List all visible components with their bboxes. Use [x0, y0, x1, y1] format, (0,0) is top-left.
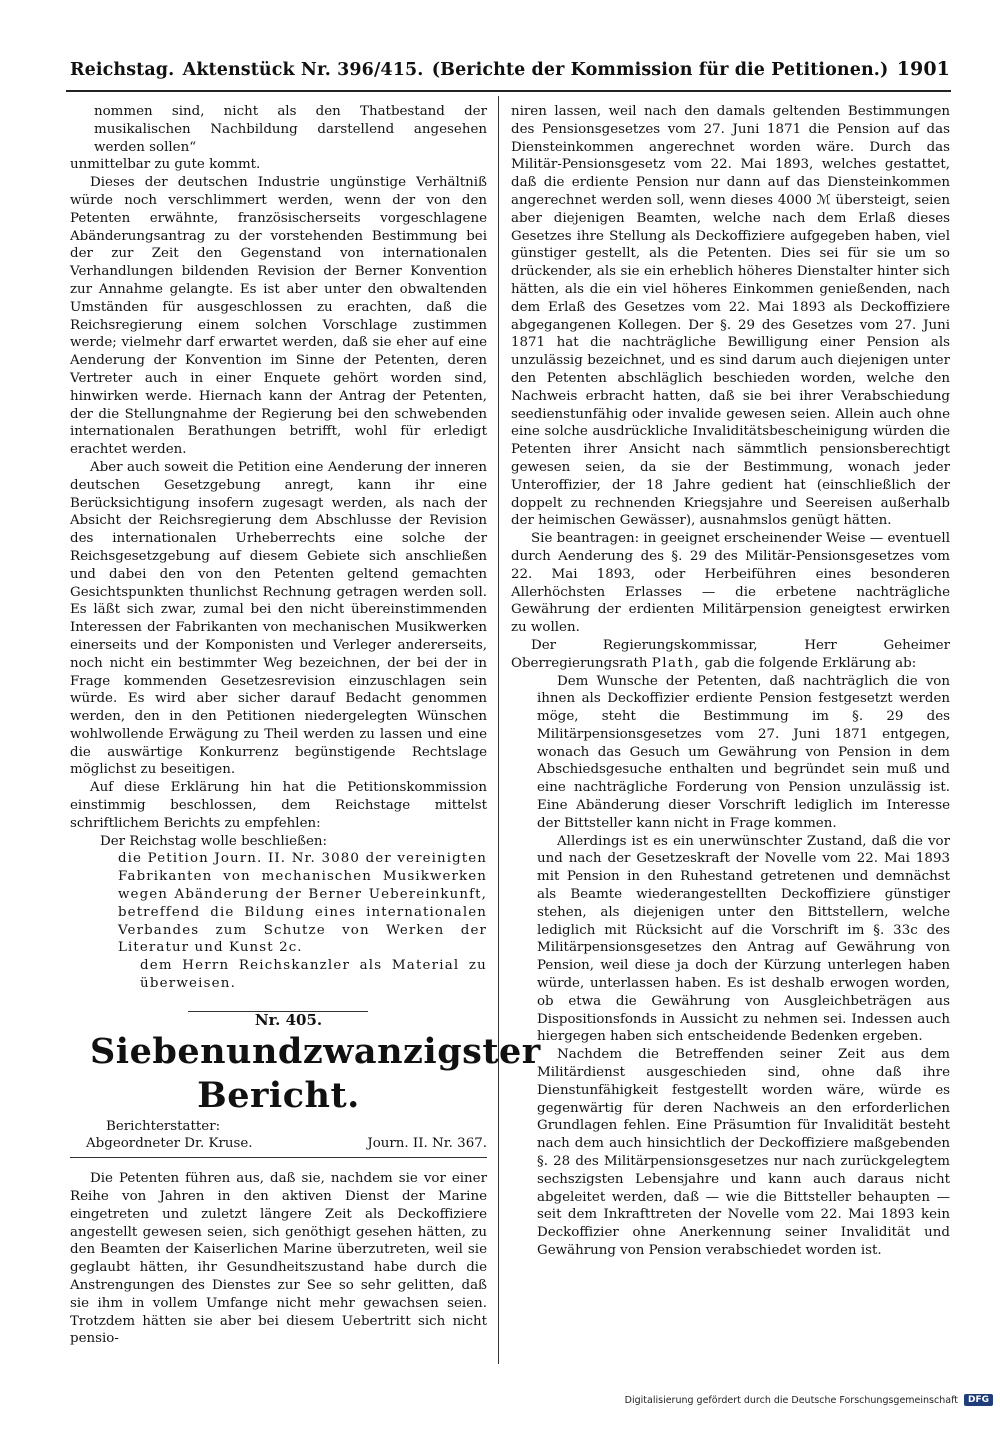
quote-continuation: nommen sind, nicht als den Thatbestand der musikalischen Nachbildung darstellend angesehen werden sollen“ [94, 104, 487, 155]
quote-tail: unmittelbar zu gute kommt. [70, 157, 261, 173]
reporter-row [70, 1135, 487, 1153]
report-number: Nr. 405. [254, 1010, 323, 1029]
left-column [70, 103, 541, 1348]
page-number: 1901 [896, 58, 950, 80]
paragraph [511, 637, 950, 673]
paragraph: Auf diese Erklärung hin hat die Petitionskommission einstimmig beschlossen, dem Reichstage mittelst schriftlichem Berichts zu empfehlen: [70, 780, 487, 831]
reporter-label: Berichterstatter: [106, 1118, 221, 1134]
dfg-logo: DFG [964, 1394, 993, 1406]
header-rule [66, 90, 951, 92]
footer-text: Digitalisierung gefördert durch die Deutsche Forschungsgemeinschaft [624, 1394, 958, 1406]
header-title-right: (Berichte der Kommission für die Petitionen.) [431, 60, 889, 80]
page-header [70, 58, 950, 88]
resolution-block [100, 833, 487, 993]
header-title-left: Reichstag. [70, 60, 175, 80]
commissioner-outro: gab die folgende Erklärung ab: [704, 655, 917, 671]
digitization-footer [608, 1394, 993, 1406]
resolution-body: die Petition Journ. II. Nr. 3080 der vereinigten Fabrikanten von mechanischen Musikwerken wegen Abänderung der Berner Uebereinkunft, betreffend die Bildung eines internationalen Verbandes zum Schutze von Werken der Literatur und Kunst 2c. [118, 851, 487, 956]
column-divider [498, 96, 499, 1364]
reporter-rule [70, 1157, 487, 1158]
journal-reference: Journ. II. Nr. 367. [367, 1136, 487, 1152]
paragraph: niren lassen, weil nach den damals geltenden Bestimmungen des Pensionsgesetzes vom 27. Juni 1871 die Pension auf das Diensteinkommen angerechnet worden wäre. Durch das Militär-Pensionsgesetz vom 22. Mai 1893, welches gestattet, daß die erdiente Pension nur dann auf das Diensteinkommen angerechnet werden soll, wenn dieses 4000 ℳ übersteigt, seien aber diejenigen Beamten, welche nach dem Erlaß dieses Gesetzes ihre Stellung als Deckoffiziere aufgegeben haben, viel günstiger gestellt, als die Petenten. Dies sei für sie um so drückender, als sie ein erheblich höheres Dienstalter hinter sich hätten, als die ein viel höheres Einkommen genießenden, nach dem Erlaß des Gesetzes vom 22. Mai 1893 als Deckoffiziere abgegangenen Kollegen. Der §. 29 des Gesetzes vom 27. Juni 1871 hat die nachträgliche Bewilligung einer Pension als unzulässig bezeichnet, und es sind darum auch diejenigen unter den Petenten abschläglich beschieden worden, welche den Nachweis erbracht hatten, daß sie bei ihrer Verabschiedung seedienstunfähig oder invalide gewesen seien. Allein auch ohne eine solche ausdrückliche Invaliditätsbescheinigung würden die Petenten ihrer Ansicht nach sämmtlich pensionsberechtigt gewesen seien, da sie der Bestimmung, wonach jeder Unteroffizier, der 18 Jahre gedient hat (einschließlich der doppelt zu rechnenden Kriegsjahre und Seereisen außerhalb der heimischen Gewässer), ausnahmslos genügt hätten. [511, 104, 950, 529]
quote-paragraph: Nachdem die Betreffenden seiner Zeit aus dem Militärdienst ausgeschieden sind, ohne daß ihre Dienstunfähigkeit festgestellt worden wäre, würde es gegenwärtig für deren Nachweis an den erforderlichen Grundlagen fehlen. Eine Präsumtion für Invalidität besteht nach dem auch hinsichtlich der Deckoffiziere maßgebenden §. 28 des Militärpensionsgesetzes nur nach zurückgelegtem sechszigsten Lebensjahre und kann auch daraus nicht abgeleitet werden, daß — wie die Bittsteller behaupten — seit dem Inkrafttreten der Novelle vom 22. Mai 1893 kein Deckoffizier ohne Anerkennung seiner Invalidität und Gewährung von Pension verabschiedet worden ist. [537, 1047, 950, 1258]
right-column [511, 103, 950, 1260]
paragraph: Die Petenten führen aus, daß sie, nachdem sie vor einer Reihe von Jahren in den aktiven Dienst der Marine eingetreten und zuletzt längere Zeit als Deckoffiziere angestellt gewesen seien, sich genöthigt gesehen hätten, zu den Beamten der Kaiserlichen Marine überzutreten, weil sie geglaubt hätten, ihr Gesundheitszustand habe durch die Anstrengungen des Dienstes zur See so sehr gelitten, daß sie ihm in vollem Umfange nicht mehr gewachsen seien. Trotzdem hätten sie aber bei diesem Uebertritt sich nicht pensio- [70, 1171, 487, 1347]
paragraph: Sie beantragen: in geeignet erscheinender Weise — eventuell durch Aenderung des §. 29 des Militär-Pensionsgesetzes vom 22. Mai 1893, oder Herbeiführen eines besonderen Allerhöchsten Erlasses — die erbetene nachträgliche Gewährung der erdienten Militärpension geneigtest erwirken zu wollen. [511, 531, 950, 636]
commissioner-intro: Der Regierungskommissar, Herr Geheimer Oberregierungsrath [511, 637, 950, 671]
resolution-label: Der Reichstag wolle beschließen: [100, 833, 328, 849]
commissioner-name: Plath, [651, 655, 701, 671]
header-title-mid: Aktenstück Nr. 396/415. [182, 60, 424, 80]
resolution-end: dem Herrn Reichskanzler als Material zu überweisen. [140, 958, 487, 992]
report-heading: Siebenundzwanzigster Bericht. [90, 1030, 541, 1116]
quote-paragraph: Allerdings ist es ein unerwünschter Zustand, daß die vor und nach der Gesetzeskraft der Novelle vom 22. Mai 1893 mit Pension in den Ruhestand getretenen und demnächst als Beamte wiederangestellten Deckoffiziere günstiger stehen, als diejenigen unter den Bittstellern, welche lediglich mit Rücksicht auf die Vorschrift im §. 33c des Militärpensionsgesetzes den Antrag auf Gewährung von Pension, weil diese ja doch der Kürzung unterlegen haben würde, unterlassen haben. Es ist deshalb erwogen worden, ob etwa die Gewährung von Ausgleichbeträgen aus Dispositionsfonds in Aussicht zu nehmen sei. Indessen auch hiergegen haben sich entscheidende Bedenken ergeben. [537, 833, 950, 1045]
reporter-name: Abgeordneter Dr. Kruse. [86, 1136, 253, 1152]
paragraph: Aber auch soweit die Petition eine Aenderung der inneren deutschen Gesetzgebung anregt, kann ihr eine Berücksichtigung insofern zugesagt werden, als nach der Absicht der Reichsregierung dem Abschlusse der Revision des internationalen Urheberrechts eine solche der Reichsgesetzgebung auf diesem Gebiete sich anschließen und dabei den von den Petenten geltend gemachten Gesichtspunkten thunlichst Rechnung getragen werden soll. Es läßt sich zwar, zumal bei den nicht übereinstimmenden Interessen der Fabrikanten von mechanischen Musikwerken einerseits und der Komponisten und Verleger andererseits, noch nicht ein bestimmter Weg bezeichnen, der bei der in Frage kommenden Gesetzesrevision einzuschlagen sein würde. Es wird aber sicher darauf Bedacht genommen werden, den in den Petitionen niedergelegten Wünschen wohlwollende Erwägung zu Theil werden zu lassen und eine die auswärtige Konkurrenz begünstigende Rechtslage möglichst zu beseitigen. [70, 459, 487, 778]
quote-paragraph: Dem Wunsche der Petenten, daß nachträglich die von ihnen als Deckoffizier erdiente Pension festgesetzt werden möge, steht die Bestimmung im §. 29 des Militärpensionsgesetzes vom 27. Juni 1871 entgegen, wonach das Gesuch um Gewährung von Pension in dem Abschiedsgesuche enthalten und begründet sein muß und eine nachträgliche Forderung von Pension unzulässig ist. Eine Abänderung dieser Vorschrift lediglich im Interesse der Bittsteller kann nicht in Frage kommen. [537, 673, 950, 831]
paragraph: Dieses der deutschen Industrie ungünstige Verhältniß würde noch verschlimmert werden, wenn der von den Petenten erwähnte, französischerseits vorgeschlagene Abänderungsantrag zu der vorstehenden Bestimmung bei der zur Zeit den Gegenstand von internationalen Verhandlungen bildenden Revision der Berner Konvention zur Annahme gelangte. Es ist aber unter den obwaltenden Umständen für ausgeschlossen zu erachten, daß die Reichsregierung einem solchen Vorschlage zustimmen werde; vielmehr darf erwartet werden, daß sie eher auf eine Aenderung der Konvention im Sinne der Petenten, deren Vertreter auch in einer Enquete gehört worden sind, hinwirken werde. Hiernach kann der Antrag der Petenten, der die Stellungnahme der Regierung bei den schwebenden internationalen Berathungen betrifft, wohl für erledigt erachtet werden. [70, 175, 487, 458]
declaration-quote [537, 673, 950, 1260]
